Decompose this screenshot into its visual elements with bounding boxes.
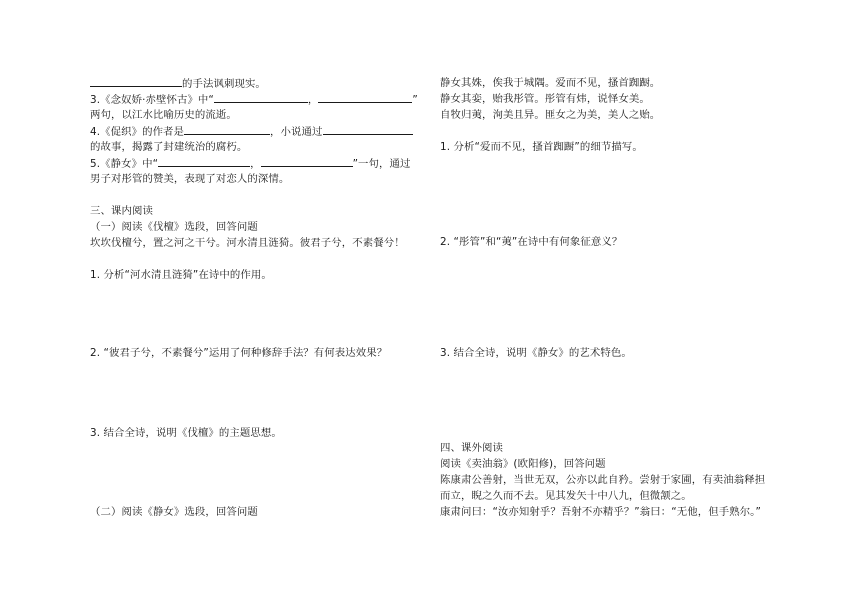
fill-3-mid: ， bbox=[307, 94, 319, 106]
fill-5-mid: ， bbox=[250, 158, 261, 170]
poem-line-1: 静女其姝，俟我于城隅。爱而不见，搔首踟蹰。 bbox=[440, 77, 661, 89]
answer-blank[interactable] bbox=[261, 156, 353, 167]
fill-3-end: ” bbox=[412, 94, 418, 106]
fill-3-prefix: 3.《念奴娇·赤壁怀古》中“ bbox=[90, 94, 214, 106]
fill-4-line2: 的故事，揭露了封建统治的腐朽。 bbox=[90, 141, 248, 153]
left-question-2: 2. “彼君子兮，不素餐兮”运用了何种修辞手法？有何表达效果？ bbox=[90, 347, 388, 359]
fill-1-tail: 的手法讽刺现实。 bbox=[182, 78, 266, 90]
passage-line-1: 陈康肃公善射，当世无双，公亦以此自矜。尝射于家圃，有卖油翁释担 bbox=[440, 474, 766, 486]
passage-line-3: 康肃问曰：“汝亦知射乎？吾射不亦精乎？”翁曰：“无他，但手熟尔。” bbox=[440, 506, 761, 518]
right-question-3: 3. 结合全诗，说明《静女》的艺术特色。 bbox=[440, 347, 632, 359]
fill-5-line bbox=[90, 156, 411, 171]
left-question-3: 3. 结合全诗，说明《伐檀》的主题思想。 bbox=[90, 427, 282, 439]
fill-4-line bbox=[90, 124, 413, 139]
answer-blank[interactable] bbox=[214, 92, 308, 103]
fill-3-line bbox=[90, 92, 420, 107]
left-question-1: 1. 分析“河水清且涟猗”在诗中的作用。 bbox=[90, 269, 272, 281]
fill-4-mid: ，小说通过 bbox=[270, 126, 323, 138]
part1-text: 坎坎伐檀兮，置之河之干兮。河水清且涟猗。彼君子兮，不素餐兮！ bbox=[90, 237, 405, 249]
poem-line-3: 自牧归荑，洵美且异。匪女之为美，美人之贻。 bbox=[440, 109, 661, 121]
answer-blank[interactable] bbox=[90, 76, 182, 87]
answer-blank[interactable] bbox=[318, 92, 412, 103]
right-question-2: 2. “彤管”和“荑”在诗中有何象征意义？ bbox=[440, 236, 623, 248]
outside-reading-title: 阅读《卖油翁》(欧阳修)，回答问题 bbox=[440, 458, 606, 470]
section3-title: 三、课内阅读 bbox=[90, 205, 153, 217]
answer-blank[interactable] bbox=[158, 156, 250, 167]
fill-5-line2: 男子对彤管的赞美，表现了对恋人的深情。 bbox=[90, 173, 290, 185]
fill-3-line2: 两句，以江水比喻历史的流逝。 bbox=[90, 109, 237, 121]
part1-title: （一）阅读《伐檀》选段，回答问题 bbox=[90, 221, 258, 233]
section4-title: 四、课外阅读 bbox=[440, 442, 503, 454]
passage-line-2: 而立，睨之久而不去。见其发矢十中八九，但微颔之。 bbox=[440, 490, 692, 502]
part2-title: （二）阅读《静女》选段，回答问题 bbox=[90, 506, 258, 518]
fill-5-prefix: 5.《静女》中“ bbox=[90, 158, 159, 170]
fill-4-prefix: 4.《促织》的作者是 bbox=[90, 126, 185, 138]
answer-blank[interactable] bbox=[323, 124, 413, 135]
answer-blank[interactable] bbox=[184, 124, 270, 135]
right-question-1: 1. 分析“爱而不见，搔首踟蹰”的细节描写。 bbox=[440, 141, 643, 153]
fill-1-line bbox=[90, 76, 266, 91]
poem-line-2: 静女其娈，贻我彤管。彤管有炜，说怿女美。 bbox=[440, 93, 650, 105]
fill-5-end: ”一句，通过 bbox=[352, 158, 411, 170]
